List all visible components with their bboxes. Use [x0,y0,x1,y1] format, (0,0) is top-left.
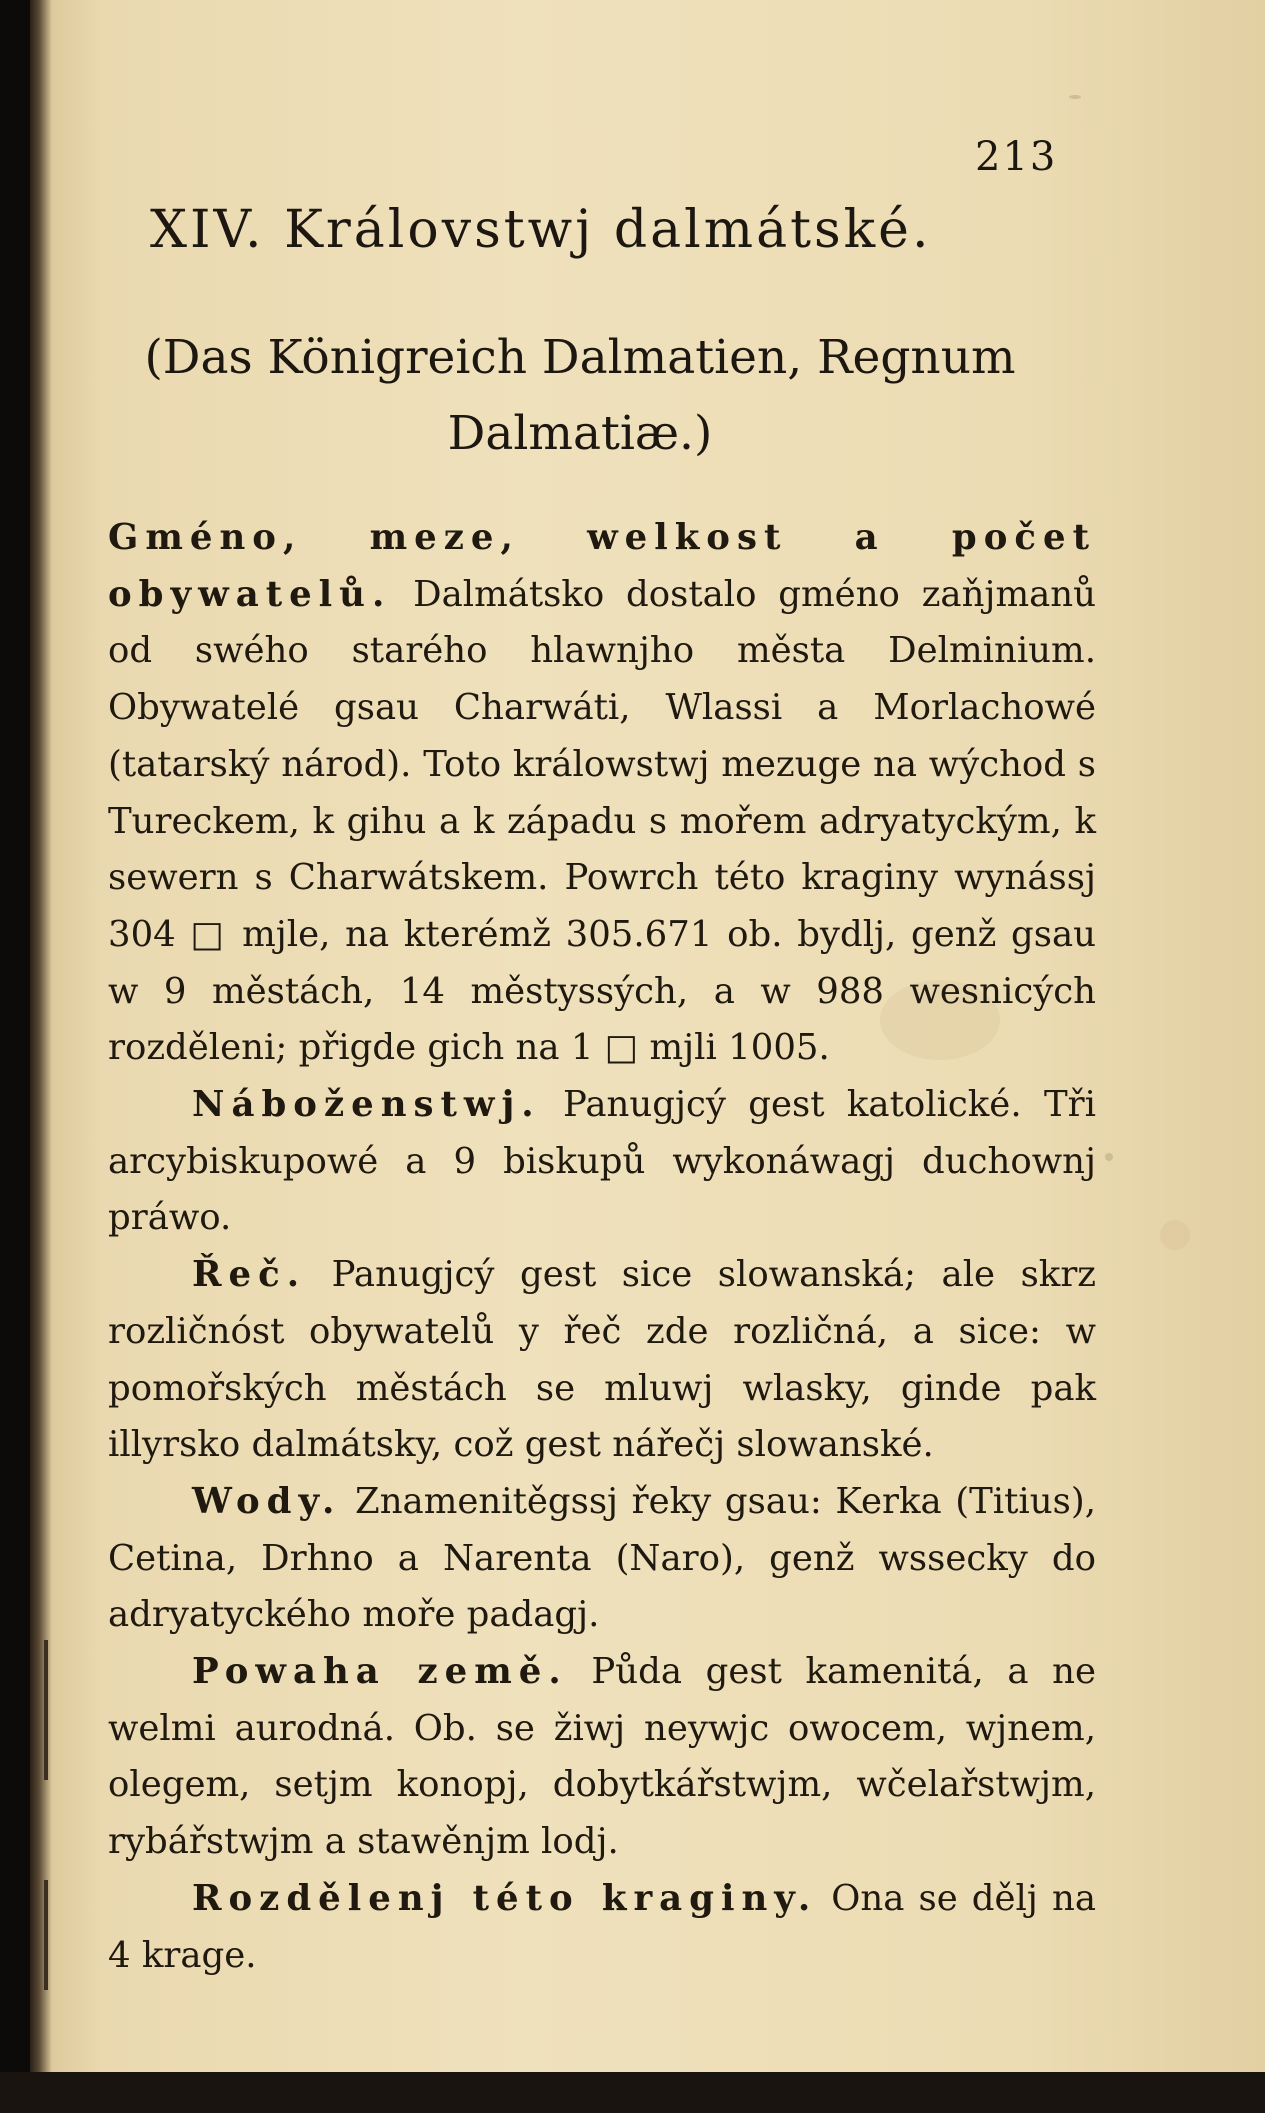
scan-background [0,2072,1265,2113]
chapter-subtitle: (Das Königreich Dalmatien, Regnum Dalmatiæ.) [144,330,1016,461]
paragraph [108,1871,1096,1984]
paragraph-text: Znamenitěgssj řeky gsau: Kerka (Titius), Cetina, Drhno a Narenta (Naro), genž wssecky do adryatyckého moře padagj. [108,1480,1096,1636]
paragraph [108,1077,1096,1247]
margin-mark [44,1640,48,1780]
book-spine-shadow [30,0,52,2072]
paragraph-text: Půda gest kamenitá, a ne welmi aurodná. Ob. se žiwj neywjc owocem, wjnem, olegem, setjm konopj, dobytkářstwjm, wčelařstwjm, rybářstwjm a stawěnjm lodj. [108,1651,1096,1863]
chapter-title: XIV. Královstwj dalmátské. [150,200,932,260]
paragraph [108,1474,1096,1644]
paper-stain [1160,1220,1190,1250]
ink-smudge [1105,1153,1113,1161]
margin-mark [44,1880,48,1990]
paragraph [108,510,1096,1077]
paragraph-text: Dalmátsko dostalo gméno zaňjmanů od swého starého hlawnjho města Delminium. Obywatelé gsau Charwáti, Wlassi a Morlachowé (tatarský národ). Toto králowstwj mezuge na wýchod s Tureckem, k gihu a k západu s mořem adryatyckým, k sewern s Charwátskem. Powrch této kraginy wynássj 304 □ mjle, na kterémž 305.671 ob. bydlj, genž gsau w 9 městách, 14 městyssých, a w 988 wesnicých rozděleni; přigde gich na 1 □ mjli 1005. [108,573,1096,1069]
paragraph-heading: Powaha země. [192,1651,568,1693]
paragraph [108,1644,1096,1871]
paragraph [108,1247,1096,1474]
paragraph-heading: Náboženstwj. [192,1084,541,1126]
paragraph-heading: Gméno, meze, welkost a počet obywatelů. [108,517,1096,615]
body-text [108,510,1096,1984]
paragraph-text: Panugjcý gest katolické. Tři arcybiskupowé a 9 biskupů wykonáwagj duchownj práwo. [108,1084,1096,1239]
ink-smudge [1069,95,1081,99]
page-number: 213 [975,134,1058,180]
paragraph-heading: Rozdělenj této kraginy. [192,1877,818,1919]
paragraph-heading: Řeč. [192,1254,307,1296]
paragraph-text: Panugjcý gest sice slowanská; ale skrz rozličnóst obywatelů y řeč zde rozličná, a sice: w pomořských městách se mluwj wlasky, ginde pak illyrsko dalmátsky, což gest nářečj slowanské. [108,1254,1096,1466]
paragraph-text: Ona se dělj na 4 krage. [108,1877,1096,1976]
paragraph-heading: Wody. [192,1480,342,1522]
